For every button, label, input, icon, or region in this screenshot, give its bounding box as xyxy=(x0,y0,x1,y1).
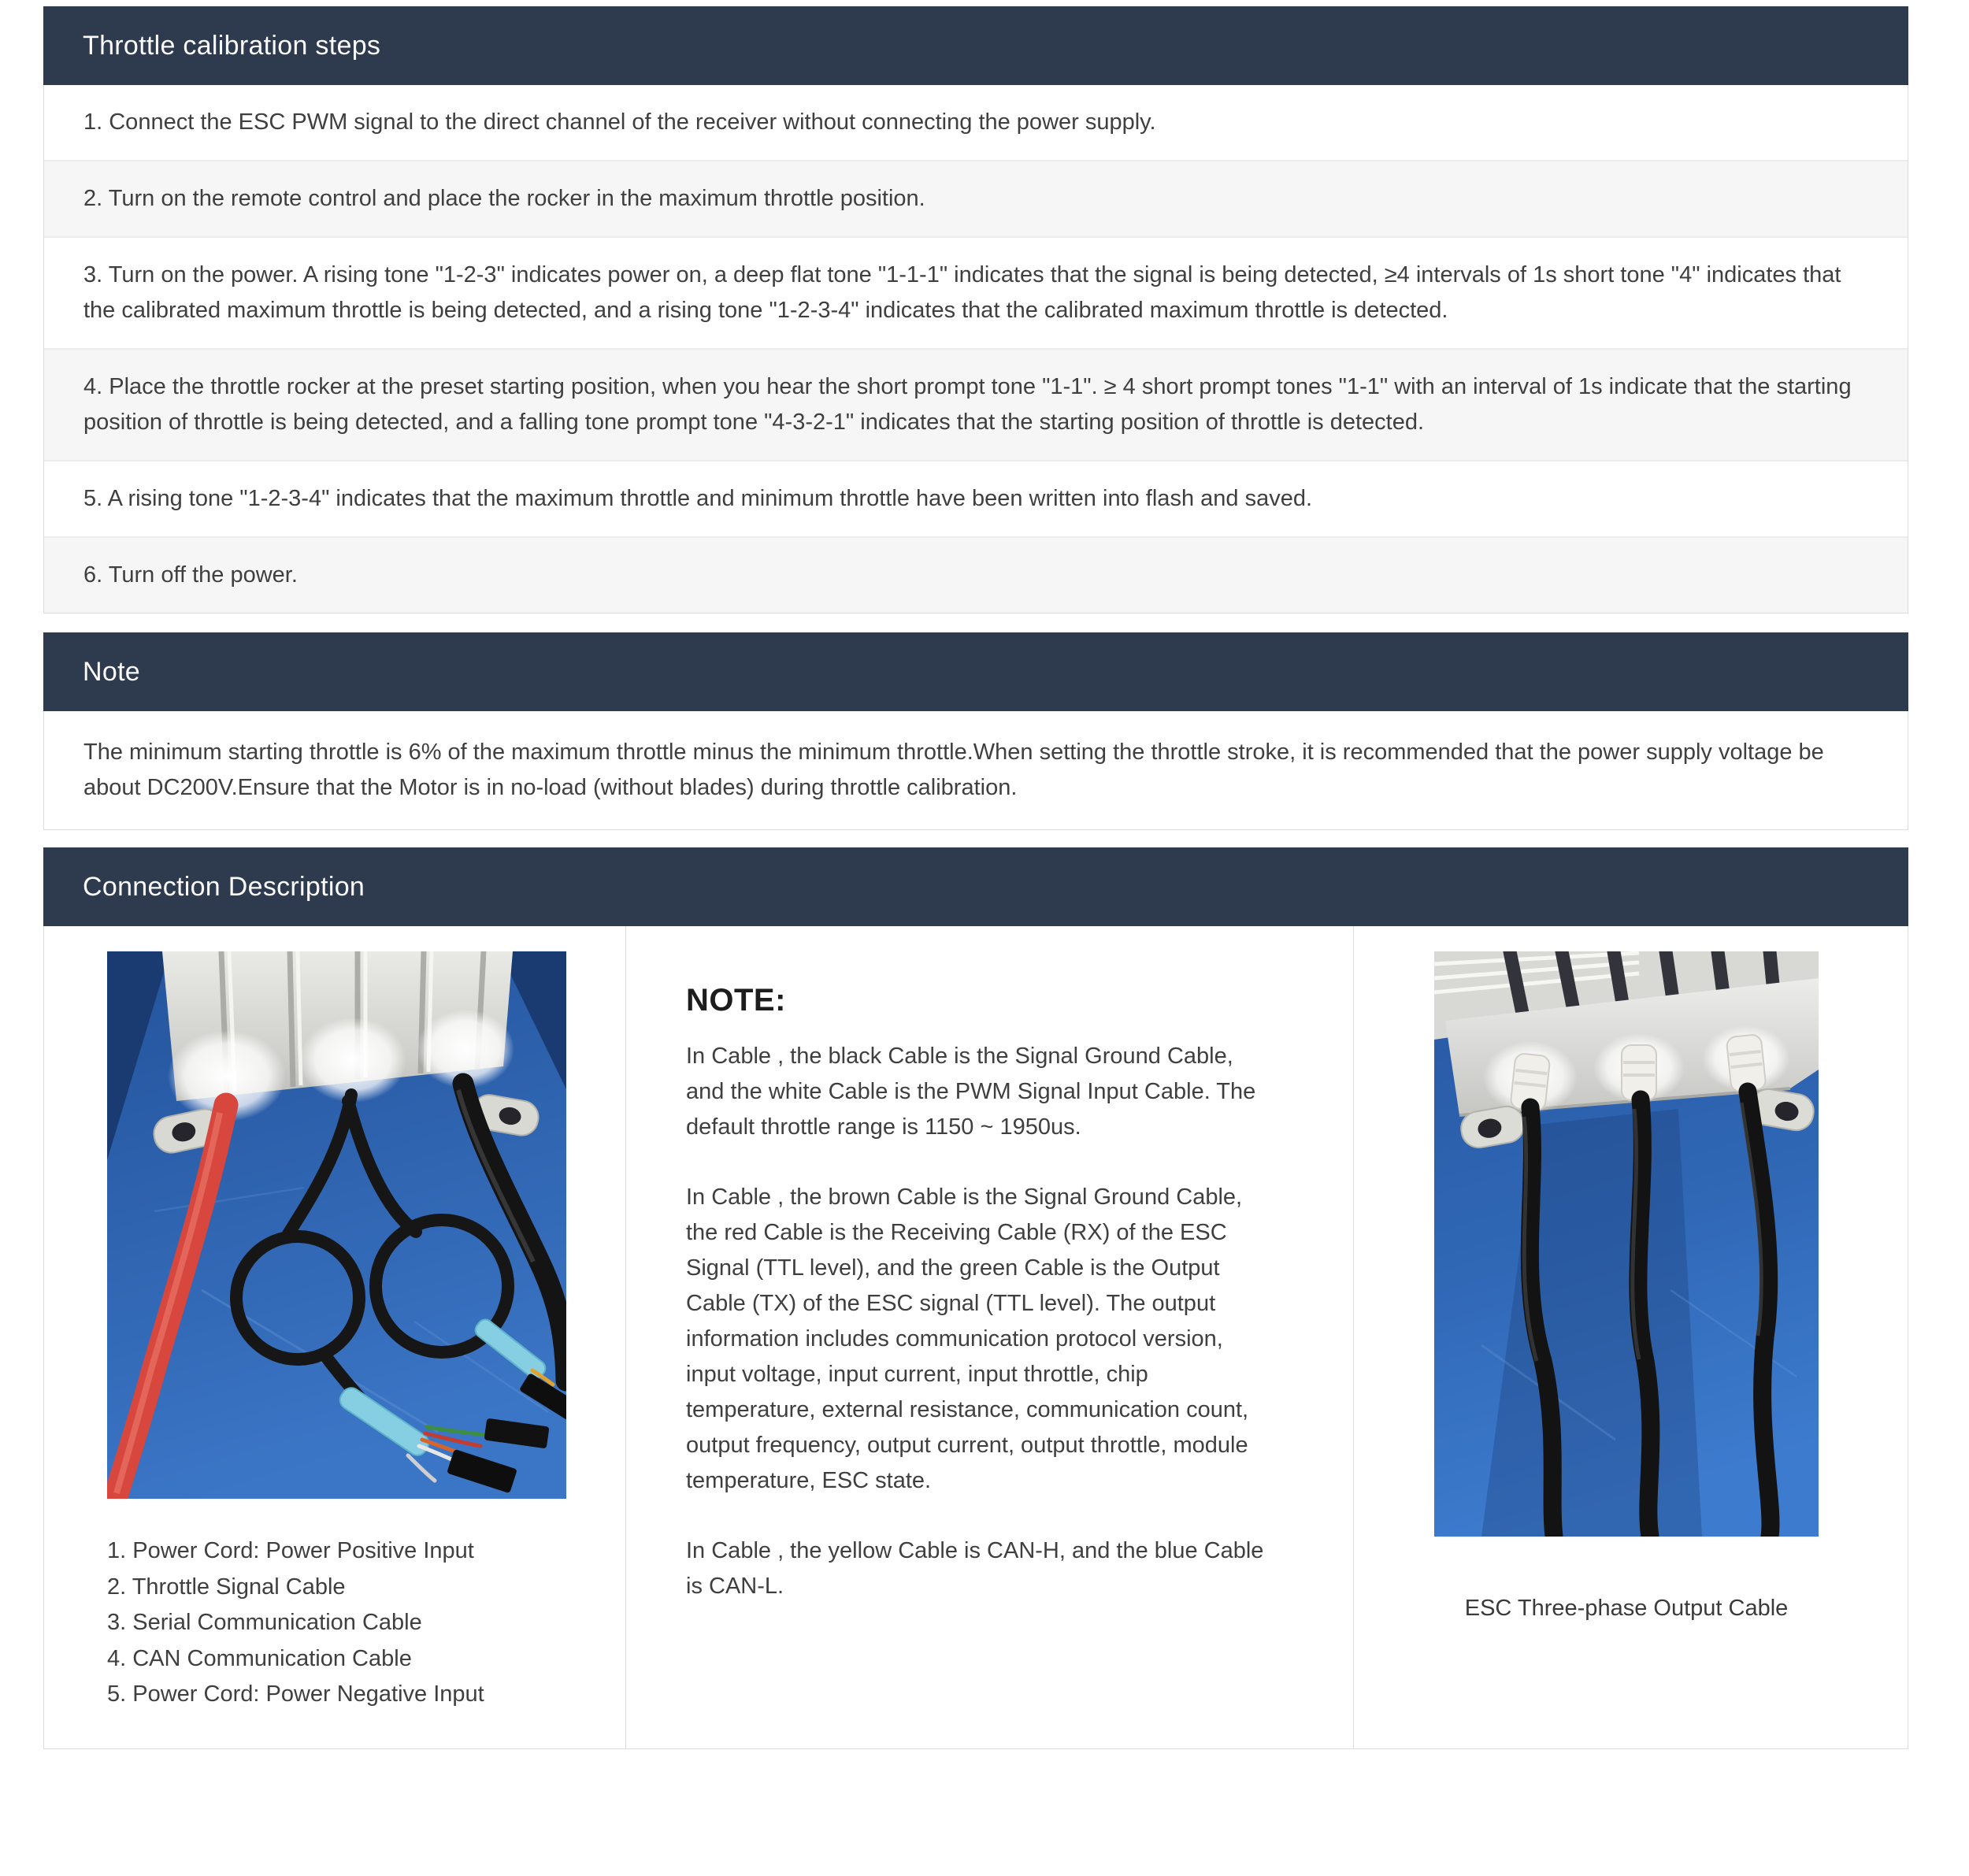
note-text: The minimum starting throttle is 6% of the maximum throttle minus the minimum throttle.When setting the throttle stroke, it is recommended that the power supply voltage be about DC200V.Ensure that the Motor is in no-load (without blades) during throttle calibration. xyxy=(43,711,1908,830)
legend-item-2: 2. Throttle Signal Cable xyxy=(107,1574,346,1600)
legend-item-5: 5. Power Cord: Power Negative Input xyxy=(107,1681,484,1707)
calibration-steps-table xyxy=(43,85,1908,614)
connection-note-heading: NOTE: xyxy=(686,983,786,1018)
legend-item-4: 4. CAN Communication Cable xyxy=(107,1645,412,1671)
section-throttle-calibration xyxy=(43,6,1908,614)
connection-note-paragraph-2: In Cable , the brown Cable is the Signal Ground Cable, the red Cable is the Receiving Cable (RX) of the ESC Signal (TTL level), and the green Cable is the Output Cable (TX) of the ESC signal (TTL level). The output information includes communication protocol version, input voltage, input current, input throttle, chip temperature, external resistance, communication count, output frequency, output current, output throttle, module temperature, ESC state. xyxy=(686,1185,1249,1493)
connection-note-paragraph-3: In Cable , the yellow Cable is CAN-H, and the blue Cable is CAN-L. xyxy=(686,1538,1264,1599)
section-header-throttle-calibration xyxy=(43,6,1908,85)
section-header-note xyxy=(43,632,1908,711)
step-row-3: 3. Turn on the power. A rising tone "1-2-3" indicates power on, a deep flat tone "1-1-1" indicates that the signal is being detected, ≥4 intervals of 1s short tone "4" indicates that the calibrated maximum throttle is being detected, and a rising tone "1-2-3-4" indicates that the calibrated maximum throttle is detected. xyxy=(44,236,1908,348)
connection-legend-list xyxy=(107,1533,625,1713)
section-title: Connection Description xyxy=(83,871,365,902)
connection-column-left xyxy=(44,926,626,1748)
esc-signal-cables-photo xyxy=(107,951,566,1499)
section-connection-description xyxy=(43,847,1908,1749)
three-phase-caption: ESC Three-phase Output Cable xyxy=(1464,1596,1789,1621)
step-row-6: 6. Turn off the power. xyxy=(44,536,1908,613)
section-header-connection-description xyxy=(43,847,1908,926)
connection-column-middle xyxy=(626,926,1354,1748)
section-title: Note xyxy=(83,656,141,687)
step-row-2: 2. Turn on the remote control and place the rocker in the maximum throttle position. xyxy=(44,160,1908,236)
legend-item-1: 1. Power Cord: Power Positive Input xyxy=(107,1538,474,1563)
connection-body xyxy=(43,926,1908,1749)
connection-column-right xyxy=(1354,926,1908,1748)
legend-item-3: 3. Serial Communication Cable xyxy=(107,1610,422,1635)
section-title: Throttle calibration steps xyxy=(83,30,381,61)
esc-three-phase-photo xyxy=(1434,951,1819,1537)
section-note xyxy=(43,632,1908,830)
step-row-1: 1. Connect the ESC PWM signal to the direct channel of the receiver without connecting the power supply. xyxy=(44,85,1908,160)
step-row-4: 4. Place the throttle rocker at the preset starting position, when you hear the short prompt tone "1-1". ≥ 4 short prompt tones "1-1" with an interval of 1s indicate that the starting position of throttle is being detected, and a falling tone prompt tone "4-3-2-1" indicates that the starting position of throttle is detected. xyxy=(44,348,1908,460)
connection-note-paragraph-1: In Cable , the black Cable is the Signal Ground Cable, and the white Cable is the PWM Signal Input Cable. The default throttle range is 1150 ~ 1950us. xyxy=(686,1044,1256,1140)
step-row-5: 5. A rising tone "1-2-3-4" indicates that the maximum throttle and minimum throttle have been written into flash and saved. xyxy=(44,460,1908,536)
